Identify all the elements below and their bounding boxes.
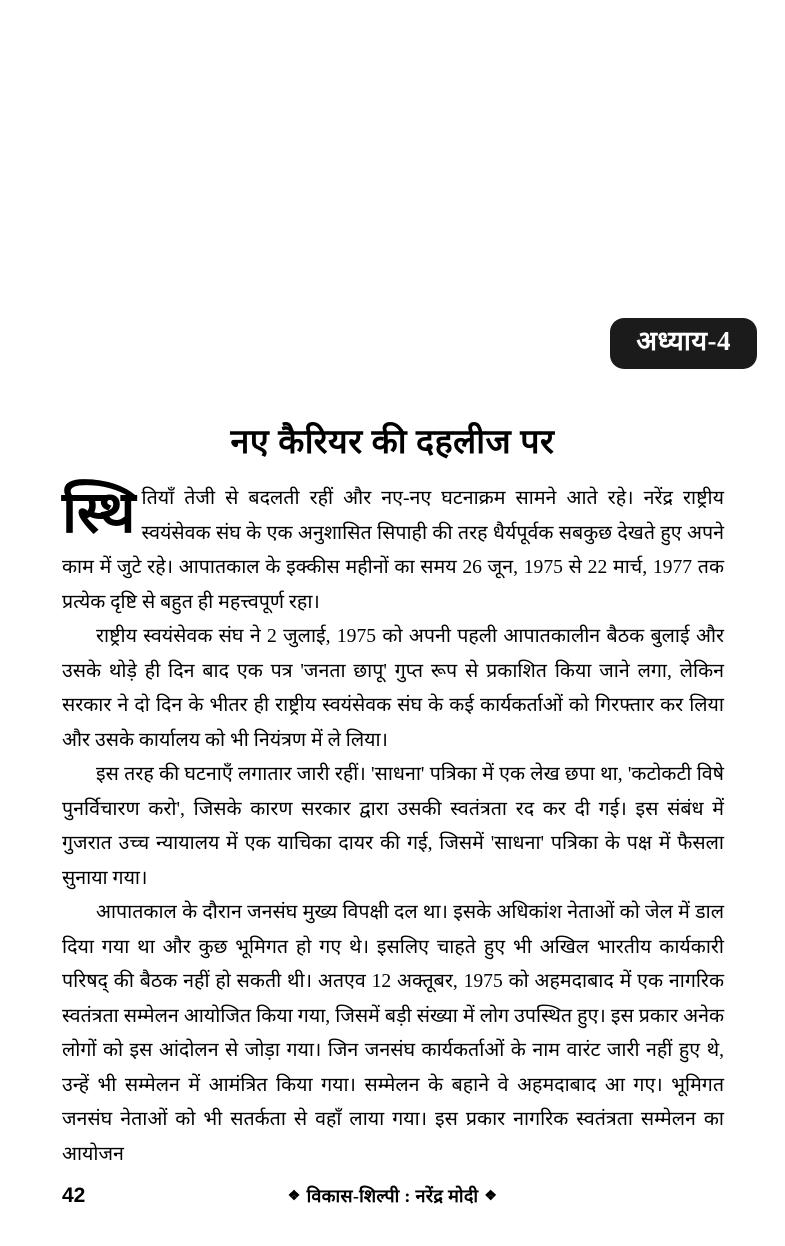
paragraph-2: राष्ट्रीय स्वयंसेवक संघ ने 2 जुलाई, 1975 को अपनी पहली आपातकालीन बैठक बुलाई और उसके थोड़े ही दिन बाद एक पत्र 'जनता छापू' गुप्त रूप से प्रकाशित किया जाने लगा, लेकिन सरकार ने दो दिन के भीतर ही राष्ट्रीय स्वयंसेवक संघ के कई कार्यकर्ताओं को गिरफ्तार कर लिया और उसके कार्यालय को भी नियंत्रण में ले लिया। [62,626,724,751]
footer-caption [0,1184,785,1208]
paragraph-1-text: तियाँ तेजी से बदलती रहीं और नए-नए घटनाक्रम सामने आते रहे। नरेंद्र राष्ट्रीय स्वयंसेवक संघ के एक अनुशासित सिपाही की तरह धैर्यपूर्वक सबकुछ देखते हुए अपने काम में जुटे रहे। आपातकाल के इक्कीस महीनों का समय 26 जून, 1975 से 22 मार्च, 1977 तक प्रत्येक दृष्टि से बहुत ही महत्त्वपूर्ण रहा। [62,488,724,613]
page-number: 42 [62,1184,86,1207]
paragraph-3: इस तरह की घटनाएँ लगातार जारी रहीं। 'साधना' पत्रिका में एक लेख छपा था, 'कटोकटी विषे पुनर्विचारण करो', जिसके कारण सरकार द्वारा उसकी स्वतंत्रता रद कर दी गई। इस संबंध में गुजरात उच्च न्यायालय में एक याचिका दायर की गई, जिसमें 'साधना' पत्रिका के पक्ष में फैसला सुनाया गया। [62,764,724,889]
diamond-ornament-left-icon: ❖ [287,1189,301,1204]
page-footer [0,1182,785,1208]
body-text [62,482,724,1172]
paragraph-1 [62,482,724,620]
paragraph-4: आपातकाल के दौरान जनसंघ मुख्य विपक्षी दल था। इसके अधिकांश नेताओं को जेल में डाल दिया गया था और कुछ भूमिगत हो गए थे। इसलिए चाहते हुए भी अखिल भारतीय कार्यकारी परिषद् की बैठक नहीं हो सकती थी। अतएव 12 अक्तूबर, 1975 को अहमदाबाद में एक नागरिक स्वतंत्रता सम्मेलन आयोजित किया गया, जिसमें बड़ी संख्या में लोग उपस्थित हुए। इस प्रकार अनेक लोगों को इस आंदोलन से जोड़ा गया। जिन जनसंघ कार्यकर्ताओं के नाम वारंट जारी नहीं हुए थे, उन्हें भी सम्मेलन में आमंत्रित किया गया। सम्मेलन के बहाने वे अहमदाबाद आ गए। भूमिगत जनसंघ नेताओं को भी सतर्कता से वहाँ लाया गया। इस प्रकार नागरिक स्वतंत्रता सम्मेलन का आयोजन [62,902,724,1165]
footer-caption-text: विकास-शिल्पी : नरेंद्र मोदी [306,1186,479,1206]
drop-cap: स्थि [62,480,136,545]
diamond-ornament-right-icon: ❖ [484,1189,498,1204]
chapter-badge: अध्याय-4 [610,318,757,369]
page-title: नए कैरियर की दहलीज पर [230,423,555,461]
